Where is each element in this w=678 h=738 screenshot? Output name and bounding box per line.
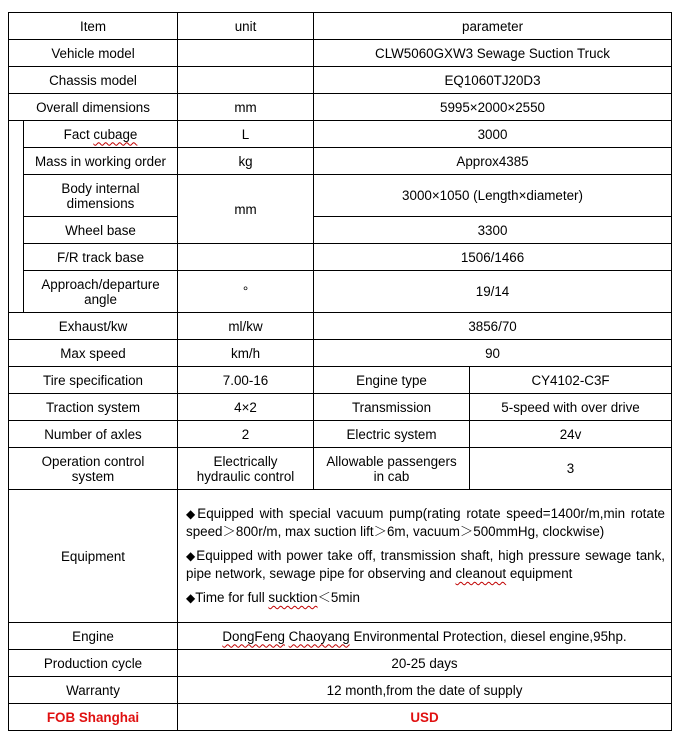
header-parameter: parameter — [314, 13, 672, 40]
approach-value: 19/14 — [314, 271, 672, 313]
header-unit: unit — [178, 13, 314, 40]
passengers-label: Allowable passengers in cab — [314, 448, 470, 490]
exhaust-label: Exhaust/kw — [9, 313, 178, 340]
table-row — [9, 244, 672, 271]
production-cycle-label: Production cycle — [9, 650, 178, 677]
table-row — [9, 271, 672, 313]
axles-label: Number of axles — [9, 421, 178, 448]
track-base-value: 1506/1466 — [314, 244, 672, 271]
axles-value: 2 — [178, 421, 314, 448]
fob-label: FOB Shanghai — [9, 704, 178, 731]
diamond-bullet-icon: ◆ — [186, 591, 196, 605]
traction-label: Traction system — [9, 394, 178, 421]
traction-value: 4×2 — [178, 394, 314, 421]
approach-label: Approach/departure angle — [24, 271, 178, 313]
exhaust-unit: ml/kw — [178, 313, 314, 340]
fact-cubage-text: Fact — [63, 126, 94, 142]
body-internal-label: Body internal dimensions — [24, 175, 178, 217]
table-row — [9, 175, 672, 217]
electric-system-label: Electric system — [314, 421, 470, 448]
wheel-base-value: 3300 — [314, 217, 672, 244]
table-row — [9, 490, 672, 623]
fact-cubage-value: 3000 — [314, 121, 672, 148]
warranty-label: Warranty — [9, 677, 178, 704]
diamond-bullet-icon: ◆ — [186, 549, 197, 563]
table-row — [9, 340, 672, 367]
production-cycle-value: 20-25 days — [178, 650, 672, 677]
operation-value: Electrically hydraulic control — [178, 448, 314, 490]
engine-type-value: CY4102-C3F — [470, 367, 672, 394]
table-row — [9, 704, 672, 731]
electric-system-value: 24v — [470, 421, 672, 448]
tire-value: 7.00-16 — [178, 367, 314, 394]
table-row — [9, 448, 672, 490]
table-row — [9, 148, 672, 175]
engine-label: Engine — [9, 623, 178, 650]
table-row — [9, 121, 672, 148]
vehicle-model-label: Vehicle model — [9, 40, 178, 67]
fact-cubage-label — [24, 121, 178, 148]
transmission-label: Transmission — [314, 394, 470, 421]
table-row — [9, 313, 672, 340]
group-unit: mm — [178, 175, 314, 244]
chassis-model-unit — [178, 67, 314, 94]
table-row — [9, 94, 672, 121]
exhaust-value: 3856/70 — [314, 313, 672, 340]
chassis-model-value: EQ1060TJ20D3 — [314, 67, 672, 94]
equipment-item: ◆Equipped with special vacuum pump(rating rotate speed=1400r/m,min rotate speed＞800r/m, max suction lift＞6m, vacuum＞500mmHg, clockwise) — [186, 506, 666, 539]
mass-value: Approx4385 — [314, 148, 672, 175]
equipment-label: Equipment — [9, 490, 178, 623]
mass-unit: kg — [178, 148, 314, 175]
equipment-item: ◆Equipped with power take off, transmission shaft, high pressure sewage tank, pipe network, sewage pipe for observing and cleanout equipment — [186, 548, 666, 581]
track-base-unit — [178, 244, 314, 271]
tire-label: Tire specification — [9, 367, 178, 394]
table-row — [9, 421, 672, 448]
equipment-value — [178, 490, 672, 623]
table-row — [9, 623, 672, 650]
header-row — [9, 13, 672, 40]
table-row — [9, 394, 672, 421]
fact-cubage-unit: L — [178, 121, 314, 148]
engine-type-label: Engine type — [314, 367, 470, 394]
overall-dimensions-label: Overall dimensions — [9, 94, 178, 121]
vehicle-model-value: CLW5060GXW3 Sewage Suction Truck — [314, 40, 672, 67]
overall-dimensions-value: 5995×2000×2550 — [314, 94, 672, 121]
table-row — [9, 650, 672, 677]
passengers-value: 3 — [470, 448, 672, 490]
max-speed-value: 90 — [314, 340, 672, 367]
mass-label: Mass in working order — [24, 148, 178, 175]
max-speed-unit: km/h — [178, 340, 314, 367]
table-row — [9, 677, 672, 704]
overall-dimensions-unit: mm — [178, 94, 314, 121]
group-gutter — [9, 121, 24, 313]
table-row — [9, 367, 672, 394]
warranty-value: 12 month,from the date of supply — [178, 677, 672, 704]
track-base-label: F/R track base — [24, 244, 178, 271]
spec-table — [8, 12, 672, 731]
table-row — [9, 67, 672, 94]
chassis-model-label: Chassis model — [9, 67, 178, 94]
wheel-base-label: Wheel base — [24, 217, 178, 244]
header-item: Item — [9, 13, 178, 40]
table-row — [9, 40, 672, 67]
body-internal-value: 3000×1050 (Length×diameter) — [314, 175, 672, 217]
approach-unit: ° — [178, 271, 314, 313]
vehicle-model-unit — [178, 40, 314, 67]
equipment-item: ◆Time for full sucktion＜5min — [186, 590, 360, 605]
operation-label: Operation control system — [9, 448, 178, 490]
transmission-value: 5-speed with over drive — [470, 394, 672, 421]
table-row — [9, 217, 672, 244]
fact-cubage-word: cubage — [93, 126, 138, 142]
diamond-bullet-icon: ◆ — [186, 507, 198, 521]
engine-value: DongFeng Chaoyang Environmental Protection, diesel engine,95hp. — [178, 623, 672, 650]
fob-value: USD — [178, 704, 672, 731]
max-speed-label: Max speed — [9, 340, 178, 367]
